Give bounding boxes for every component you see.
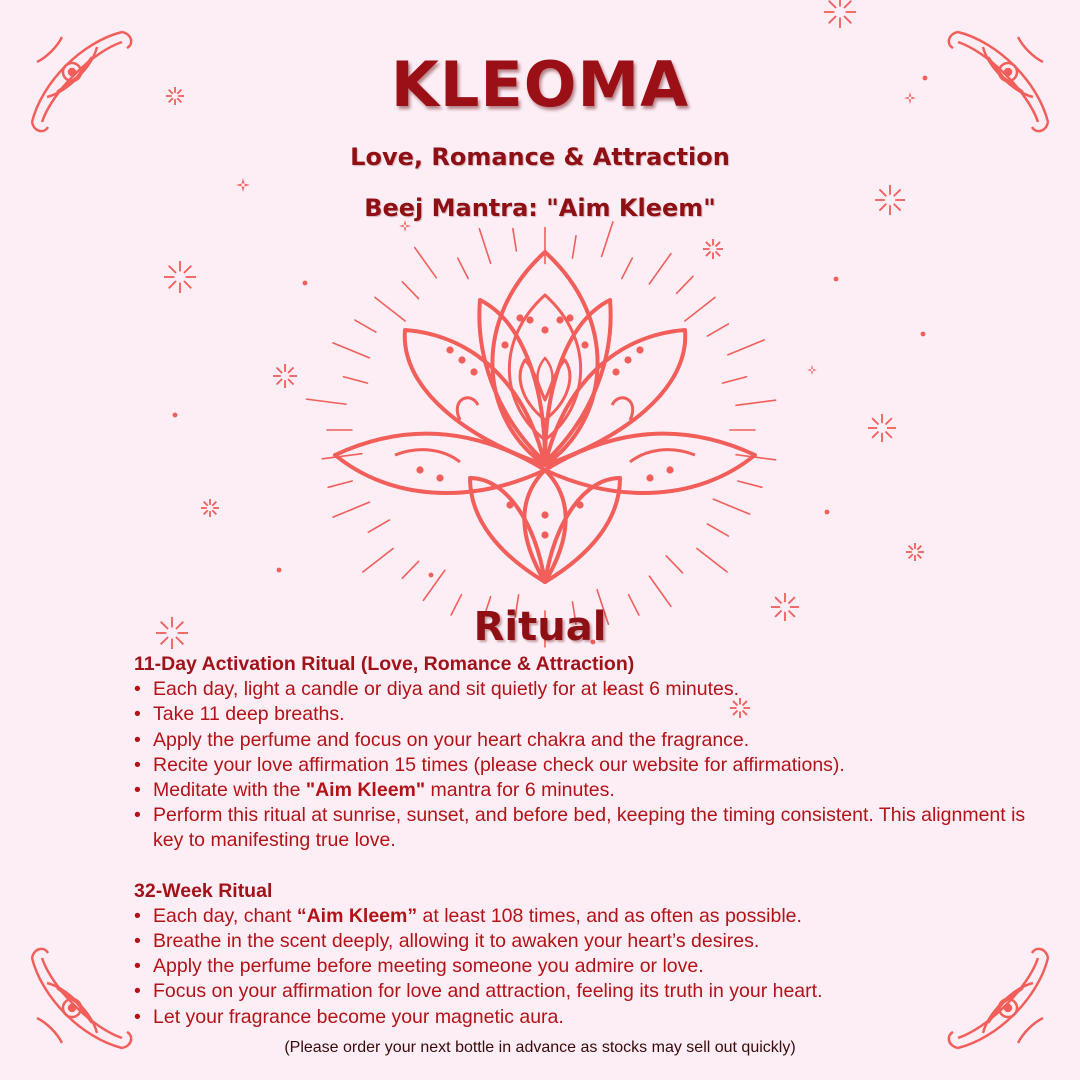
list-item-text: Perform this ritual at sunrise, sunset, and before bed, keeping the timing consistent. This alignment is key to manifesting true love. (153, 804, 1026, 852)
mantra-emphasis: “Aim Kleem” (296, 904, 418, 927)
lotus-dot (646, 474, 653, 481)
ray-decoration (572, 236, 576, 258)
sparkle-icon (273, 364, 297, 388)
ray-decoration (355, 320, 376, 332)
list-item-text: Focus on your affirmation for love and attraction, feeling its truth in your heart. (153, 980, 823, 1003)
sparkle-icon (703, 239, 723, 259)
sparkle-icon (164, 261, 196, 293)
list-item-text: Take 11 deep breaths. (153, 703, 345, 726)
ray-decoration (423, 570, 445, 600)
ray-decoration (602, 222, 613, 257)
ray-decoration (707, 324, 728, 336)
lotus-dot (416, 466, 423, 473)
ray-decoration (375, 297, 405, 321)
ray-decoration (333, 343, 369, 358)
lotus-dot (576, 501, 583, 508)
list-item (134, 702, 1040, 727)
lotus-dot (612, 368, 619, 375)
list-item-text: Breathe in the scent deeply, allowing it to awaken your heart’s desires. (153, 930, 760, 953)
sparkle-icon (824, 0, 856, 28)
ray-decoration (333, 502, 369, 517)
lotus-dot (501, 341, 508, 348)
lotus-dot (506, 501, 513, 508)
list-item-text: Apply the perfume before meeting someone you admire or love. (153, 955, 704, 978)
dot-decoration (834, 277, 839, 282)
ray-decoration (707, 524, 728, 536)
star-icon (236, 178, 250, 192)
ray-decoration (402, 561, 418, 578)
ritual-list-32-week (134, 904, 1040, 1030)
list-item (134, 728, 1040, 753)
list-item (134, 677, 1040, 702)
lotus-dot (566, 314, 573, 321)
ray-decoration (723, 377, 747, 383)
section-title-11-day: 11-Day Activation Ritual (Love, Romance & Attraction) (134, 653, 635, 675)
lotus-dot (541, 531, 548, 538)
lotus-dot (624, 356, 631, 363)
lotus-dot (458, 356, 465, 363)
lotus-dot (436, 474, 443, 481)
ray-decoration (666, 556, 682, 573)
list-item (134, 753, 1040, 778)
ritual-heading: Ritual (473, 604, 607, 650)
star-icon (807, 365, 817, 375)
ray-decoration (649, 254, 671, 284)
corner-ornament-icon (32, 949, 131, 1048)
section-title-32-week: 32-Week Ritual (134, 879, 273, 902)
ray-decoration (736, 400, 776, 405)
mantra-emphasis: "Aim Kleem" (305, 779, 426, 802)
list-item (134, 1005, 1040, 1030)
sparkle-icon (201, 499, 219, 517)
sparkle-icon (906, 543, 924, 561)
ray-decoration (415, 248, 437, 278)
lotus-dot (556, 316, 563, 323)
ritual-list-11-day (134, 677, 1040, 853)
ray-decoration (713, 499, 749, 514)
subtitle: Love, Romance & Attraction (350, 143, 730, 171)
list-item-text: Meditate with the (153, 779, 306, 802)
ray-decoration (363, 548, 393, 572)
list-item-text: Apply the perfume and focus on your heart chakra and the fragrance. (153, 728, 750, 751)
lotus-dot (581, 341, 588, 348)
list-item (134, 803, 1040, 853)
list-item (134, 904, 1040, 929)
list-item-text: Each day, chant (153, 904, 297, 927)
dot-decoration (429, 573, 434, 578)
ray-decoration (649, 576, 671, 606)
dot-decoration (825, 510, 830, 515)
sparkle-icon (868, 414, 896, 442)
ray-decoration (402, 282, 418, 299)
dot-decoration (921, 332, 926, 337)
ray-decoration (458, 258, 468, 278)
ray-decoration (622, 258, 632, 278)
sun-rays-decoration (306, 222, 775, 647)
footer-note: (Please order your next bottle in advance as stocks may sell out quickly) (284, 1039, 796, 1056)
ray-decoration (685, 297, 715, 321)
lotus-dot (636, 346, 643, 353)
ray-decoration (728, 340, 764, 355)
lotus-dot (516, 314, 523, 321)
ray-decoration (697, 548, 727, 572)
ray-decoration (738, 481, 762, 487)
lotus-dot (446, 346, 453, 353)
dot-decoration (173, 413, 178, 418)
ray-decoration (344, 377, 368, 383)
list-item (134, 778, 1040, 803)
list-item-text: at least 108 times, and as often as possible. (417, 904, 802, 927)
list-item-text: Each day, light a candle or diya and sit quietly for at least 6 minutes. (153, 678, 740, 701)
ray-decoration (513, 229, 517, 251)
dot-decoration (277, 568, 282, 573)
list-item-text: mantra for 6 minutes. (425, 779, 615, 802)
lotus-dot (526, 316, 533, 323)
ray-decoration (328, 481, 352, 487)
list-item (134, 929, 1040, 954)
ray-decoration (306, 399, 346, 404)
list-item (134, 979, 1040, 1004)
dot-decoration (303, 281, 308, 286)
ray-decoration (479, 229, 490, 264)
ray-decoration (677, 276, 693, 293)
lotus-dot (541, 326, 548, 333)
lotus-dot (666, 466, 673, 473)
lotus-dot (470, 368, 477, 375)
ray-decoration (368, 520, 389, 532)
brand-title: KLEOMA (390, 48, 690, 121)
list-item (134, 954, 1040, 979)
mantra-line: Beej Mantra: "Aim Kleem" (364, 194, 716, 222)
list-item-text: Recite your love affirmation 15 times (please check our website for affirmations). (153, 753, 845, 776)
lotus-dot (541, 511, 548, 518)
list-item-text: Let your fragrance become your magnetic aura. (153, 1005, 564, 1028)
ritual-content (134, 652, 1040, 1030)
